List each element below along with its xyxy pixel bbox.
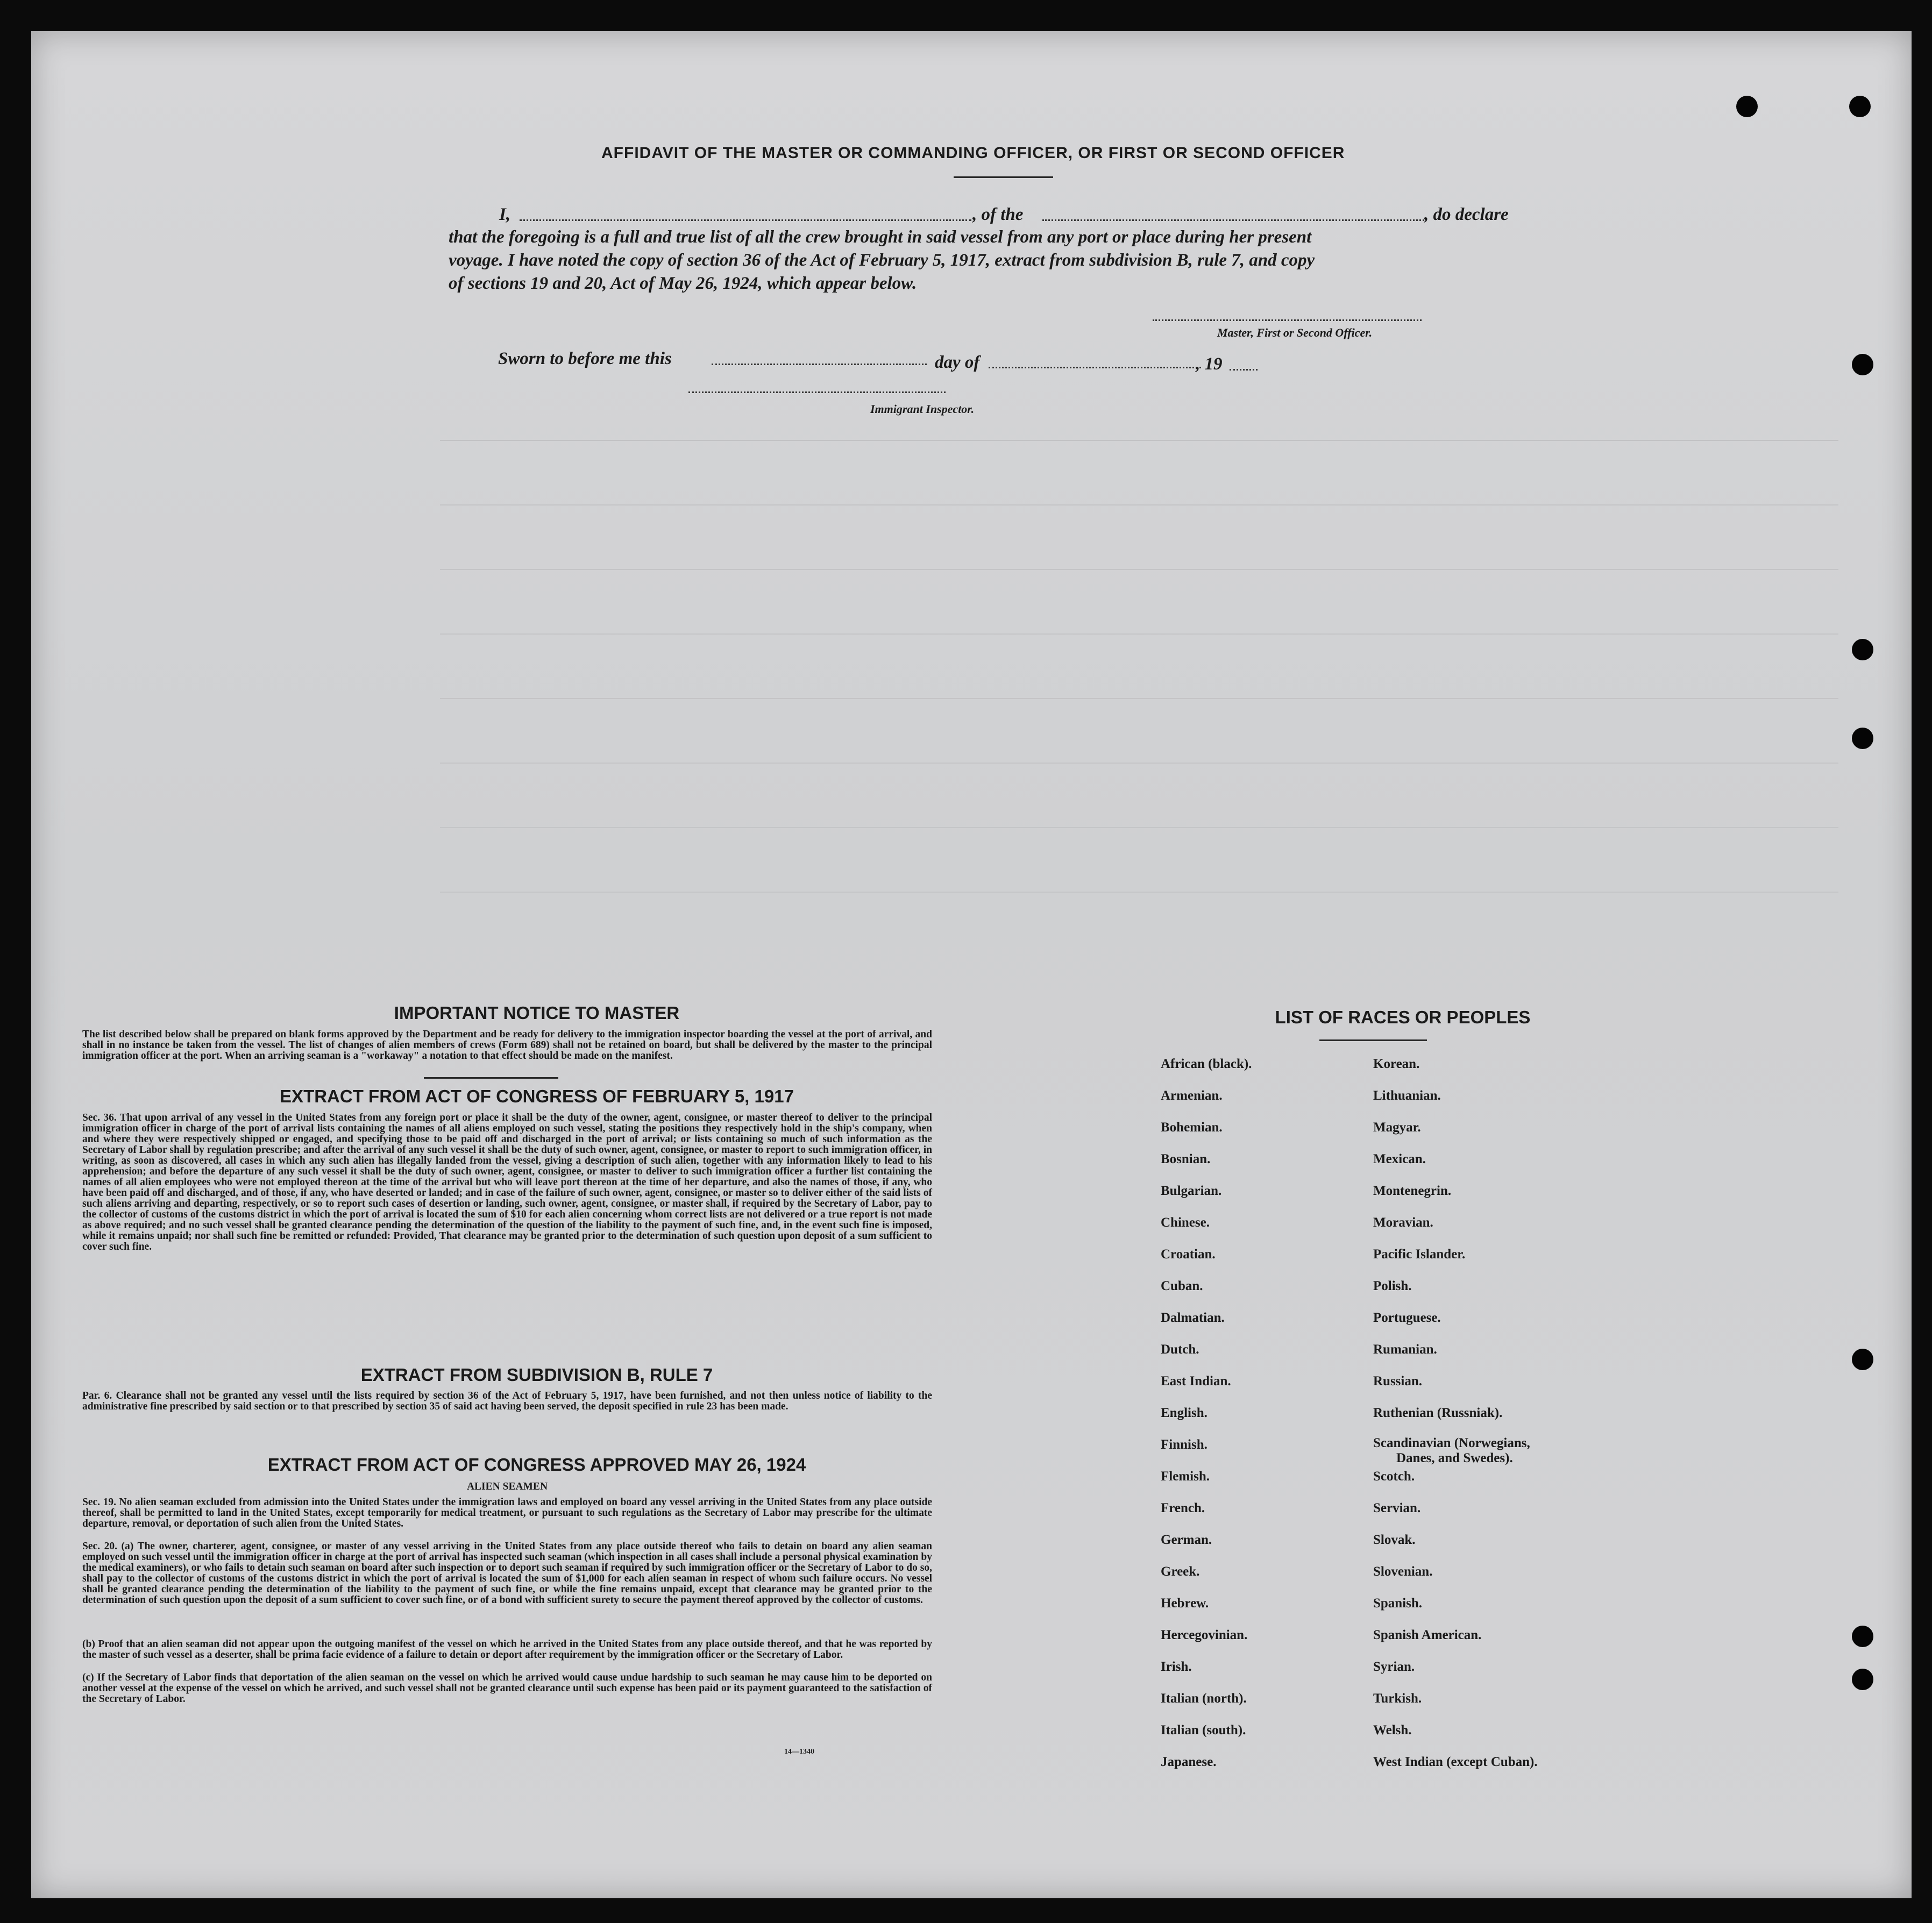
race-item: Korean. xyxy=(1373,1057,1420,1071)
inspector-label: Immigrant Inspector. xyxy=(870,402,975,416)
race-item: Bosnian. xyxy=(1161,1152,1211,1166)
race-item: East Indian. xyxy=(1161,1374,1231,1388)
race-item: Spanish American. xyxy=(1373,1628,1482,1642)
notice-text: The list described below shall be prepared on blank forms approved by the Department and be ready for delivery to the immigration inspector boarding the vessel at the port of arrival, and shall in no instance be taken from the vessel. The list of changes of alien members of crews (Form 689) shall not be retained on board, but shall be delivered by the master to the principal immigration officer at the port. When an arriving seaman is a "workaway" a notation to that effect should be made on the manifest. xyxy=(82,1029,932,1062)
race-item: French. xyxy=(1161,1501,1205,1515)
race-item: Bulgarian. xyxy=(1161,1184,1222,1198)
race-item: Cuban. xyxy=(1161,1279,1203,1293)
extract-1924-subtitle: ALIEN SEAMEN xyxy=(466,1481,548,1492)
race-item: Croatian. xyxy=(1161,1247,1216,1262)
rule7-title: EXTRACT FROM SUBDIVISION B, RULE 7 xyxy=(360,1365,713,1385)
race-item: Ruthenian (Russniak). xyxy=(1373,1406,1503,1420)
sworn-start: Sworn to before me this xyxy=(498,349,672,368)
extract-1924-sec20b: (b) Proof that an alien seaman did not appear upon the outgoing manifest of the vessel on which he arrived in the United States from any place outside thereof, and that he was reported by the master of such vessel as a deserter, shall be prima facie evidence of a failure to detain or deport after requirement by the immigration officer or the Secretary of Labor. xyxy=(82,1639,932,1661)
race-item: African (black). xyxy=(1161,1057,1252,1071)
title-divider xyxy=(954,176,1053,178)
race-item: Portuguese. xyxy=(1373,1311,1441,1325)
race-item: Scandinavian (Norwegians, xyxy=(1373,1436,1530,1450)
race-item: Hercegovinian. xyxy=(1161,1628,1248,1642)
signature-label: Master, First or Second Officer. xyxy=(1217,326,1373,339)
race-item: Armenian. xyxy=(1161,1088,1223,1103)
sworn-mid: day of xyxy=(935,353,980,372)
binder-hole xyxy=(1852,1349,1873,1370)
race-item: Japanese. xyxy=(1161,1755,1217,1769)
notice-divider xyxy=(424,1077,558,1079)
race-item: Magyar. xyxy=(1373,1120,1421,1135)
document-page xyxy=(31,31,1912,1898)
race-item: German. xyxy=(1161,1533,1212,1547)
race-item: Dalmatian. xyxy=(1161,1311,1225,1325)
extract-1924-sec19: Sec. 19. No alien seaman excluded from admission into the United States under the immigration laws and employed on board any vessel arriving in the United States from any place outside thereof, shall be permitted to land in the United States, except temporarily for medical treatment, or pursuant to such regulations as the Secretary of Labor may prescribe for the ultimate departure, removal, or deportation of such alien from the United States. xyxy=(82,1497,932,1529)
notice-title: IMPORTANT NOTICE TO MASTER xyxy=(394,1003,680,1023)
affidavit-line1-start: I, xyxy=(499,205,511,224)
vessel-blank[interactable] xyxy=(1042,219,1424,221)
race-item: Syrian. xyxy=(1373,1660,1415,1674)
race-item: Spanish. xyxy=(1373,1596,1423,1611)
race-item: Turkish. xyxy=(1373,1691,1422,1706)
race-item: Irish. xyxy=(1161,1660,1192,1674)
race-item: Chinese. xyxy=(1161,1215,1210,1230)
extract-1924-sec20a: Sec. 20. (a) The owner, charterer, agent, consignee, or master of any vessel arriving in the United States from any place outside thereof who fails to detain on board any alien seaman employed on such vessel until the immigration officer in charge at the port of arrival has inspected such seaman (which inspection in all cases shall include a personal physical examination by the medical examiners), or who fails to detain such seaman on board after such inspection or to deport such seaman if required by such immigration officer or the Secretary of Labor to do so, shall pay to the collector of customs of the customs district in which the port of arrival is located the sum of $1,000 for each alien seaman in respect of whom such failure occurs. No vessel shall be granted clearance pending the determination of the liability to the payment of such fine, or while the fine remains unpaid, except that clearance may be granted prior to the determination of such question upon the deposit of a sum sufficient to cover such fine, or of a bond with sufficient surety to secure the payment thereof approved by the collector of customs. xyxy=(82,1541,932,1606)
race-item: Bohemian. xyxy=(1161,1120,1223,1135)
extract-1917-title: EXTRACT FROM ACT OF CONGRESS OF FEBRUARY 5, 1917 xyxy=(280,1086,794,1106)
race-item: Italian (south). xyxy=(1161,1723,1246,1737)
binder-hole xyxy=(1852,1669,1873,1690)
race-item: Lithuanian. xyxy=(1373,1088,1441,1103)
bleed-through-texture xyxy=(418,117,1871,1462)
inspector-blank[interactable] xyxy=(688,391,946,393)
race-item: Polish. xyxy=(1373,1279,1412,1293)
affidavit-line1-mid: , of the xyxy=(972,205,1024,224)
rule7-text: Par. 6. Clearance shall not be granted any vessel until the lists required by section 36 of the Act of February 5, 1917, have been furnished, and not then unless notice of liability to the administrative fine prescribed by said section or to that prescribed by section 35 of said act having been served, the deposit specified in rule 23 has been made. xyxy=(82,1390,932,1412)
binder-hole xyxy=(1852,1626,1873,1647)
race-item: Italian (north). xyxy=(1161,1691,1247,1706)
race-item: Moravian. xyxy=(1373,1215,1433,1230)
race-item: Greek. xyxy=(1161,1564,1200,1579)
race-item: Flemish. xyxy=(1161,1469,1210,1484)
race-item: Scotch. xyxy=(1373,1469,1415,1484)
race-item: Rumanian. xyxy=(1373,1342,1437,1357)
sworn-month-blank[interactable] xyxy=(989,367,1201,368)
races-divider xyxy=(1319,1039,1427,1041)
signature-blank[interactable] xyxy=(1153,319,1422,321)
binder-hole xyxy=(1852,639,1873,660)
form-number: 14—1340 xyxy=(784,1748,814,1756)
binder-hole xyxy=(1849,96,1871,117)
sworn-day-blank[interactable] xyxy=(712,364,927,365)
race-item: Slovenian. xyxy=(1373,1564,1433,1579)
race-item: Welsh. xyxy=(1373,1723,1412,1737)
sworn-end: , 19 xyxy=(1196,354,1223,374)
race-item: Pacific Islander. xyxy=(1373,1247,1466,1262)
race-item: Hebrew. xyxy=(1161,1596,1209,1611)
race-item: West Indian (except Cuban). xyxy=(1373,1755,1538,1769)
race-item: Mexican. xyxy=(1373,1152,1426,1166)
affidavit-title: AFFIDAVIT OF THE MASTER OR COMMANDING OFFICER, OR FIRST OR SECOND OFFICER xyxy=(601,144,1345,162)
race-item: Russian. xyxy=(1373,1374,1423,1388)
sworn-year-blank[interactable] xyxy=(1230,369,1258,371)
affidavit-line3: voyage. I have noted the copy of section 36 of the Act of February 5, 1917, extract from subdivision B, rule 7, and copy xyxy=(449,251,1315,270)
race-item: English. xyxy=(1161,1406,1208,1420)
affidavit-line2: that the foregoing is a full and true list of all the crew brought in said vessel from any port or place during her present xyxy=(449,227,1312,247)
affidavit-line1-end: , do declare xyxy=(1424,205,1509,224)
binder-hole xyxy=(1736,96,1758,117)
races-title: LIST OF RACES OR PEOPLES xyxy=(1275,1007,1531,1027)
race-item: Servian. xyxy=(1373,1501,1421,1515)
extract-1924-sec20c: (c) If the Secretary of Labor finds that deportation of the alien seaman on the vessel on which he arrived would cause undue hardship to such seaman he may cause him to be deported on another vessel at the expense of the vessel on which he arrived, and such vessel shall not be granted clearance until such expense has been paid or its payment guaranteed to the satisfaction of the Secretary of Labor. xyxy=(82,1672,932,1705)
name-blank[interactable] xyxy=(520,219,971,221)
binder-hole xyxy=(1852,728,1873,749)
race-item-continuation: Danes, and Swedes). xyxy=(1396,1451,1513,1465)
race-item: Montenegrin. xyxy=(1373,1184,1452,1198)
race-item: Slovak. xyxy=(1373,1533,1416,1547)
race-item: Finnish. xyxy=(1161,1437,1208,1452)
affidavit-line4: of sections 19 and 20, Act of May 26, 1924, which appear below. xyxy=(449,274,917,293)
extract-1917-text: Sec. 36. That upon arrival of any vessel in the United States from any foreign port or place it shall be the duty of the owner, agent, consignee, or master thereof to deliver to the principal immigration officer in charge of the port of arrival lists containing the names of all aliens employed on such vessel, stating the positions they respectively hold in the ship's company, when and where they were respectively shipped or engaged, and specifying those to be paid off and discharged in the port of arrival; or lists containing so much of such information as the Secretary of Labor shall by regulation prescribe; and after the arrival of any such vessel it shall be the duty of such owner, agent, consignee, or master to report to such immigration officer, in writing, as soon as discovered, all cases in which any such alien has illegally landed from the vessel, giving a description of such alien, together with any information likely to lead to his apprehension; and before the departure of any such vessel it shall be the duty of such owner, agent, consignee, or master to deliver to such immigration officer a further list containing the names of all alien employees who were not employed thereon at the time of the arrival but who will leave port thereon at the time of her departure, and also the names of those, if any, who have been paid off and discharged, and of those, if any, who have deserted or landed; and in case of the failure of such owner, agent, consignee, or master so to deliver either of the said lists of such aliens arriving and departing, respectively, or so to report such cases of desertion or landing, such owner, agent, consignee, or master shall, if required by the Secretary of Labor, pay to the collector of customs of the customs district in which the port of arrival is located the sum of $10 for each alien concerning whom correct lists are not delivered or a true report is not made as above required; and no such vessel shall be granted clearance pending the determination of the question of the liability to the payment of such fine, and, in the event such fine is imposed, while it remains unpaid; nor shall such fine be remitted or refunded: Provided, That clearance may be granted prior to the determination of such question upon deposit of a sum sufficient to cover such fine. xyxy=(82,1112,932,1252)
binder-hole xyxy=(1852,354,1873,375)
race-item: Dutch. xyxy=(1161,1342,1199,1357)
extract-1924-title: EXTRACT FROM ACT OF CONGRESS APPROVED MAY 26, 1924 xyxy=(267,1455,806,1475)
